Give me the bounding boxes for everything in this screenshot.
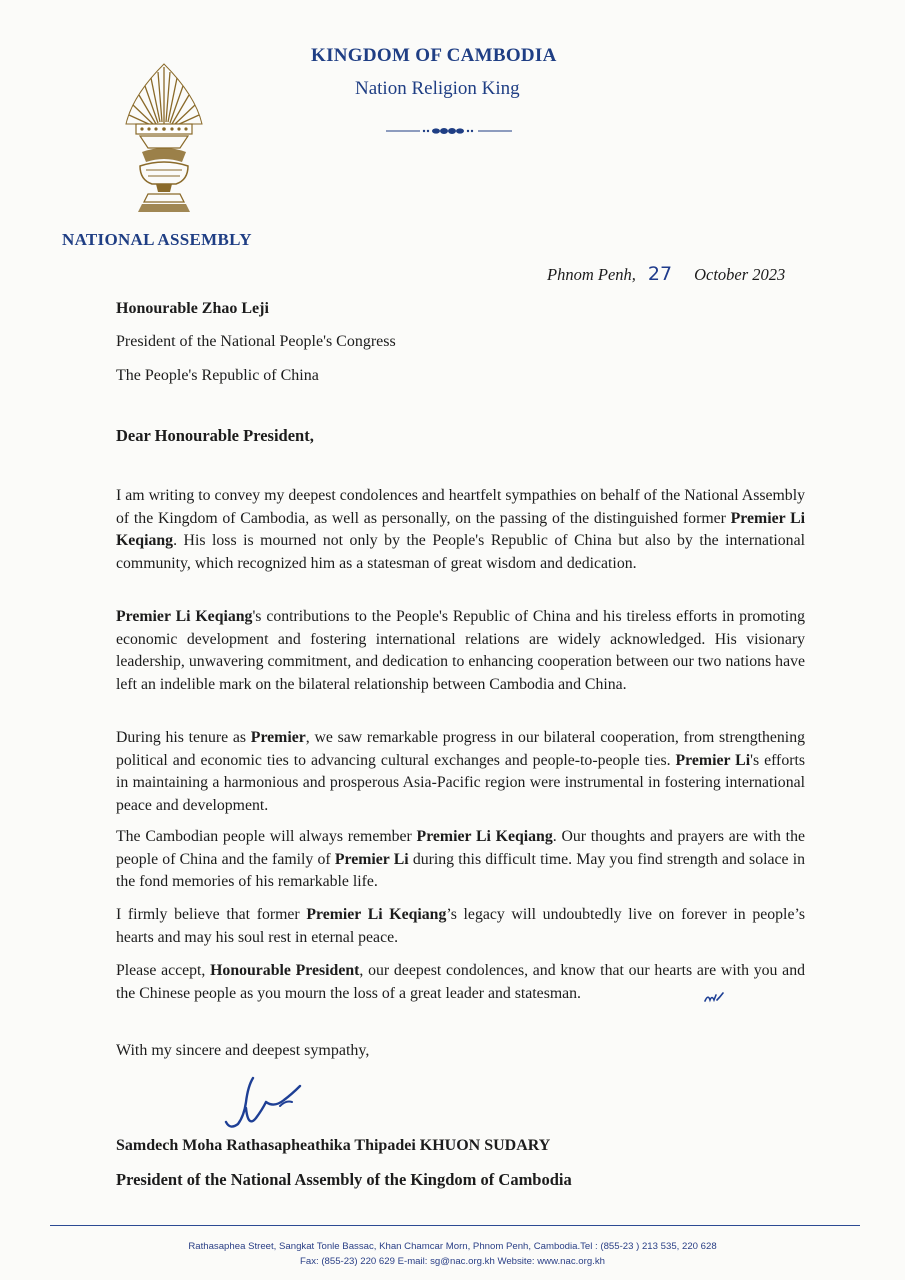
letterhead-country: KINGDOM OF CAMBODIA bbox=[311, 45, 557, 66]
body-paragraph bbox=[116, 485, 805, 575]
emphasized-text: Premier Li bbox=[675, 751, 751, 769]
emphasized-text: Premier Li Keqiang bbox=[116, 509, 806, 549]
paragraph-text: , our deepest condolences, and know that our hearts are with you and the Chinese people as you mourn the loss of a great leader and statesman. bbox=[116, 962, 805, 1002]
body-paragraph bbox=[116, 904, 805, 949]
signer-name: Samdech Moha Rathasapheathika Thipadei KHUON SUDARY bbox=[116, 1137, 551, 1154]
dateline-day: 27 bbox=[647, 263, 673, 285]
dateline bbox=[547, 263, 785, 285]
closing-line: With my sincere and deepest sympathy, bbox=[116, 1042, 370, 1059]
emphasized-text: Premier Li Keqiang bbox=[116, 608, 253, 625]
footer-address: Rathasaphea Street, Sangkat Tonle Bassac, Khan Chamcar Morn, Phnom Penh, Cambodia.Tel : (855-23 ) 213 535, 220 628 bbox=[188, 1241, 717, 1252]
dateline-place: Phnom Penh, bbox=[547, 265, 636, 284]
recipient-title: President of the National People's Congress bbox=[116, 333, 396, 350]
paragraph-text: . Our thoughts and prayers are with the people of China and the family of bbox=[116, 828, 805, 868]
footer-divider bbox=[50, 1225, 860, 1226]
salutation: Dear Honourable President, bbox=[116, 426, 314, 445]
emphasized-text: Premier Li bbox=[334, 850, 409, 868]
footer-contact: Fax: (855-23) 220 629 E-mail: sg@nac.org.kh Website: www.nac.org.kh bbox=[300, 1256, 605, 1267]
letterhead-motto: Nation Religion King bbox=[355, 78, 520, 99]
paragraph-text: 's efforts in maintaining a harmonious and prosperous Asia-Pacific region were instrumental in fostering international peace and development. bbox=[116, 751, 806, 814]
paragraph-text: ’s legacy will undoubtedly live on forever in people’s hearts and may his soul rest in eternal peace. bbox=[116, 906, 805, 946]
dateline-month-year: October 2023 bbox=[694, 265, 786, 284]
body-paragraph bbox=[116, 960, 805, 1005]
letterhead-institution: NATIONAL ASSEMBLY bbox=[62, 230, 252, 249]
emphasized-text: Premier Li Keqiang bbox=[416, 828, 553, 845]
recipient-name: Honourable Zhao Leji bbox=[116, 300, 269, 317]
emphasized-text: Premier bbox=[250, 729, 306, 746]
body-paragraph bbox=[116, 727, 805, 817]
paragraph-text: . His loss is mourned not only by the People's Republic of China but also by the international community, which recognized him as a statesman of great wisdom and dedication. bbox=[116, 532, 805, 572]
signer-title: President of the National Assembly of the Kingdom of Cambodia bbox=[116, 1170, 572, 1189]
paragraph-text: The Cambodian people will always remember bbox=[116, 828, 417, 845]
emphasized-text: Premier Li Keqiang bbox=[306, 906, 447, 923]
paragraph-text: during this difficult time. May you find strength and solace in the fond memories of his remarkable life. bbox=[116, 850, 805, 890]
paragraph-text: I firmly believe that former bbox=[116, 906, 307, 923]
decorative-divider-icon bbox=[386, 125, 512, 137]
paragraph-text: I am writing to convey my deepest condolences and heartfelt sympathies on behalf of the National Assembly of the Kingdom of Cambodia, as well as personally, on the passing of the distinguished former bbox=[116, 487, 805, 527]
emphasized-text: Honourable President bbox=[210, 962, 360, 979]
handwritten-signature-icon bbox=[222, 1072, 306, 1134]
paragraph-text: 's contributions to the People's Republic of China and his tireless efforts in promoting economic development and fostering international relations are widely acknowledged. His visionary leadership, unwavering commitment, and dedication to enhancing cooperation between our two nations have left an indelible mark on the bilateral relationship between Cambodia and China. bbox=[116, 608, 805, 693]
recipient-country: The People's Republic of China bbox=[116, 367, 319, 384]
paragraph-text: During his tenure as bbox=[116, 729, 251, 746]
handwritten-initials-icon bbox=[704, 991, 724, 1003]
body-paragraph bbox=[116, 826, 805, 894]
royal-emblem-icon bbox=[118, 62, 210, 217]
paragraph-text: , we saw remarkable progress in our bilateral cooperation, from strengthening political and economic ties to advancing cultural exchanges and people-to-people ties. bbox=[116, 729, 805, 769]
paragraph-text: Please accept, bbox=[116, 962, 211, 979]
body-paragraph bbox=[116, 606, 805, 696]
